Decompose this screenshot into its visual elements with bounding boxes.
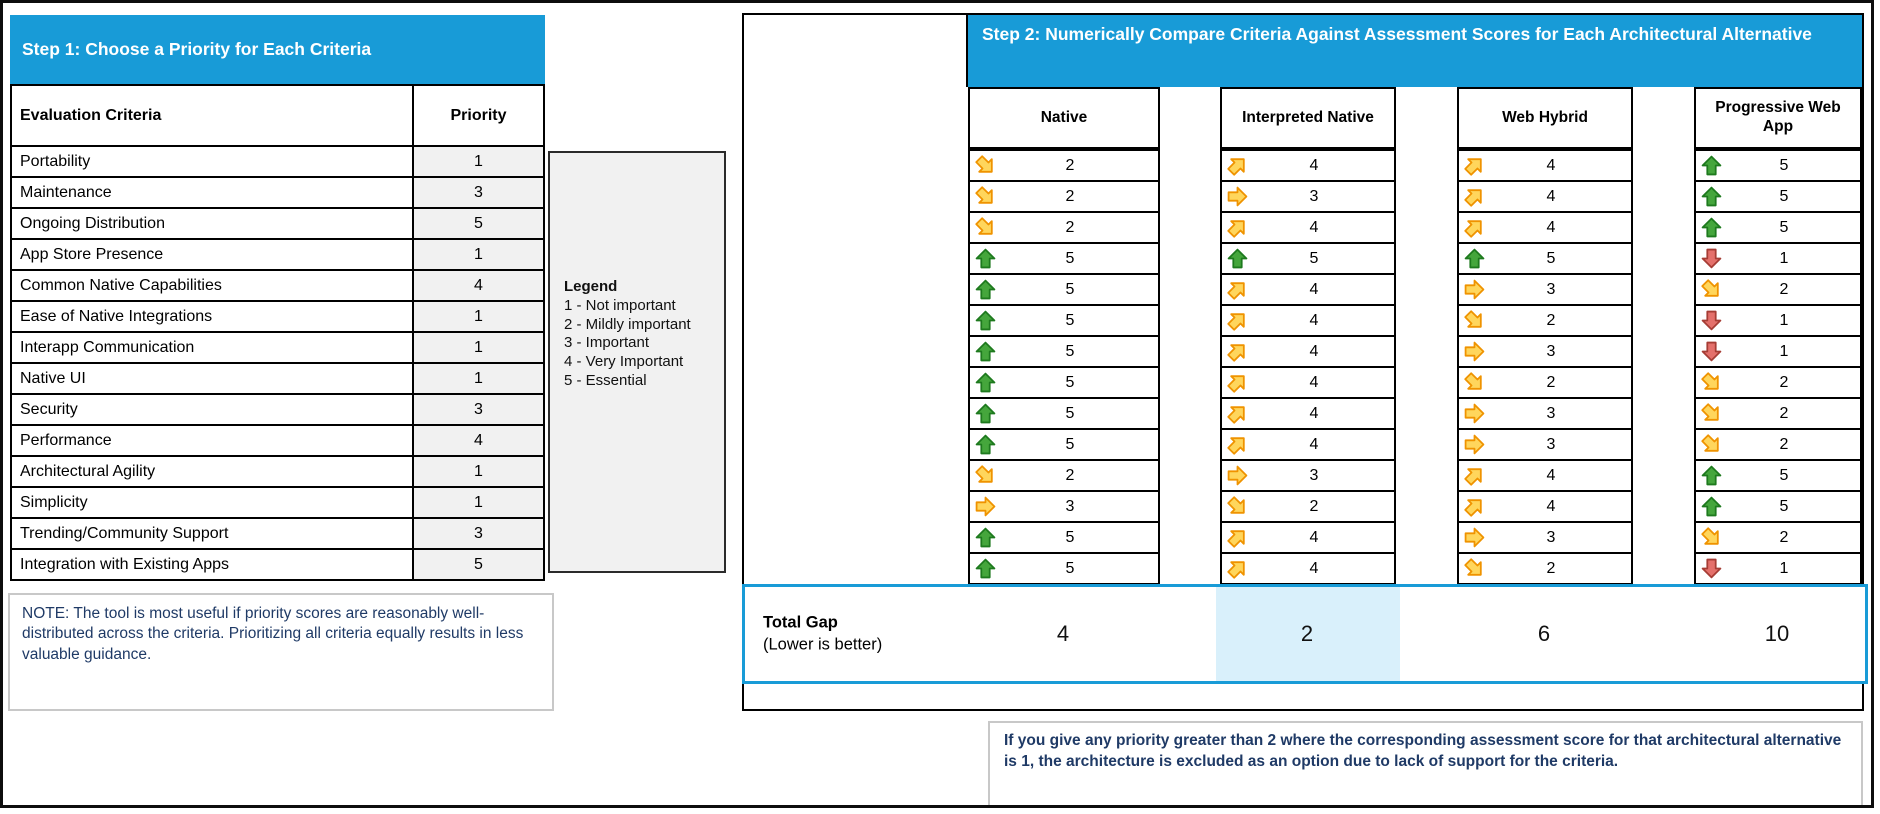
total-gap-title: Total Gap xyxy=(763,613,838,632)
legend-item: 2 - Mildly important xyxy=(564,315,691,333)
score-cell[interactable] xyxy=(1694,211,1862,244)
step1-rows xyxy=(10,145,545,581)
score-cell[interactable] xyxy=(1220,459,1396,492)
priority-column-header: Priority xyxy=(412,84,545,147)
step2-title-bar: Step 2: Numerically Compare Criteria Against Assessment Scores for Each Architectural Alternative xyxy=(966,15,1862,87)
criteria-cell: App Store Presence xyxy=(10,238,414,271)
criteria-cell: Security xyxy=(10,393,414,426)
up-right-arrow-icon xyxy=(1223,368,1253,398)
score-value: 5 xyxy=(1065,404,1075,422)
up-arrow-icon xyxy=(975,403,996,424)
up-arrow-icon xyxy=(975,310,996,331)
score-value: 4 xyxy=(1546,187,1556,205)
alternative-column-header: Web Hybrid xyxy=(1457,87,1633,149)
right-arrow-icon xyxy=(1464,434,1485,455)
up-right-arrow-icon xyxy=(1460,182,1490,212)
score-cell[interactable] xyxy=(1220,304,1396,337)
score-cell[interactable] xyxy=(1694,366,1862,399)
score-value: 4 xyxy=(1309,218,1319,236)
criteria-cell: Performance xyxy=(10,424,414,457)
down-right-arrow-icon xyxy=(1697,275,1727,305)
up-arrow-icon xyxy=(1701,217,1722,238)
score-cell[interactable] xyxy=(1457,242,1633,275)
up-right-arrow-icon xyxy=(1223,337,1253,367)
up-arrow-icon xyxy=(975,372,996,393)
score-value: 5 xyxy=(1065,435,1075,453)
score-cell[interactable] xyxy=(1694,490,1862,523)
score-value: 2 xyxy=(1065,466,1075,484)
down-right-arrow-icon xyxy=(971,151,1001,181)
score-cell[interactable] xyxy=(968,428,1160,461)
score-value: 2 xyxy=(1779,280,1789,298)
up-arrow-icon xyxy=(975,527,996,548)
score-cell[interactable] xyxy=(968,366,1160,399)
priority-cell[interactable]: 3 xyxy=(412,176,545,209)
down-arrow-icon xyxy=(1701,248,1722,269)
score-value: 3 xyxy=(1065,497,1075,515)
up-right-arrow-icon xyxy=(1223,430,1253,460)
priority-cell[interactable]: 1 xyxy=(412,300,545,333)
total-gap-label xyxy=(763,612,882,657)
score-value: 4 xyxy=(1309,311,1319,329)
score-cell[interactable] xyxy=(1457,366,1633,399)
score-cell[interactable] xyxy=(1457,459,1633,492)
score-cell[interactable] xyxy=(1694,149,1862,182)
legend-item: 1 - Not important xyxy=(564,296,676,314)
criteria-cell: Architectural Agility xyxy=(10,455,414,488)
score-value: 3 xyxy=(1546,280,1556,298)
up-right-arrow-icon xyxy=(1223,275,1253,305)
table-row xyxy=(10,517,545,550)
right-arrow-icon xyxy=(1464,341,1485,362)
up-arrow-icon xyxy=(1701,155,1722,176)
down-right-arrow-icon xyxy=(1223,492,1253,522)
up-arrow-icon xyxy=(975,558,996,579)
score-value: 5 xyxy=(1309,249,1319,267)
total-gap-value: 2 xyxy=(1300,621,1314,646)
up-arrow-icon xyxy=(975,279,996,300)
criteria-cell: Native UI xyxy=(10,362,414,395)
priority-cell[interactable]: 3 xyxy=(412,393,545,426)
score-cell[interactable] xyxy=(1694,273,1862,306)
up-arrow-icon xyxy=(975,248,996,269)
score-value: 2 xyxy=(1779,528,1789,546)
score-value: 1 xyxy=(1779,342,1789,360)
table-row xyxy=(10,238,545,271)
up-right-arrow-icon xyxy=(1223,523,1253,553)
total-gap-value: 6 xyxy=(1537,621,1551,646)
score-cell[interactable] xyxy=(1220,335,1396,368)
score-cell[interactable] xyxy=(968,242,1160,275)
score-value: 1 xyxy=(1779,249,1789,267)
score-value: 2 xyxy=(1779,373,1789,391)
score-value: 4 xyxy=(1309,435,1319,453)
up-arrow-icon xyxy=(1464,248,1485,269)
score-value: 5 xyxy=(1065,559,1075,577)
score-value: 3 xyxy=(1309,466,1319,484)
step1-title-bar: Step 1: Choose a Priority for Each Criteria xyxy=(10,15,545,84)
down-right-arrow-icon xyxy=(1697,368,1727,398)
down-right-arrow-icon xyxy=(1697,430,1727,460)
down-right-arrow-icon xyxy=(1460,368,1490,398)
priority-cell[interactable]: 1 xyxy=(412,145,545,178)
priority-cell[interactable]: 5 xyxy=(412,207,545,240)
score-value: 2 xyxy=(1065,156,1075,174)
score-value: 3 xyxy=(1546,528,1556,546)
score-cell[interactable] xyxy=(1220,366,1396,399)
down-right-arrow-icon xyxy=(971,182,1001,212)
score-value: 5 xyxy=(1065,373,1075,391)
score-value: 5 xyxy=(1779,187,1789,205)
total-gap-row xyxy=(742,584,1868,684)
score-cell[interactable] xyxy=(1457,180,1633,213)
score-cell[interactable] xyxy=(1220,490,1396,523)
table-row xyxy=(10,145,545,178)
down-right-arrow-icon xyxy=(1697,523,1727,553)
criteria-cell: Ongoing Distribution xyxy=(10,207,414,240)
down-arrow-icon xyxy=(1701,310,1722,331)
score-value: 4 xyxy=(1546,497,1556,515)
table-row xyxy=(10,331,545,364)
criteria-cell: Portability xyxy=(10,145,414,178)
score-cell[interactable] xyxy=(1220,521,1396,554)
legend-title: Legend xyxy=(564,278,618,295)
score-value: 4 xyxy=(1546,466,1556,484)
priority-cell[interactable]: 1 xyxy=(412,331,545,364)
score-value: 2 xyxy=(1779,404,1789,422)
legend-box xyxy=(548,151,726,573)
up-right-arrow-icon xyxy=(1223,306,1253,336)
score-cell[interactable] xyxy=(1220,211,1396,244)
score-value: 5 xyxy=(1065,342,1075,360)
up-right-arrow-icon xyxy=(1460,492,1490,522)
priority-cell[interactable]: 1 xyxy=(412,455,545,488)
priority-cell[interactable]: 4 xyxy=(412,424,545,457)
criteria-cell: Interapp Communication xyxy=(10,331,414,364)
down-right-arrow-icon xyxy=(1460,306,1490,336)
score-cell[interactable] xyxy=(1694,397,1862,430)
score-cell[interactable] xyxy=(968,304,1160,337)
legend-item: 4 - Very Important xyxy=(564,353,684,370)
down-right-arrow-icon xyxy=(971,461,1001,491)
table-row xyxy=(10,300,545,333)
priority-cell[interactable]: 1 xyxy=(412,486,545,519)
score-cell[interactable] xyxy=(1220,397,1396,430)
up-right-arrow-icon xyxy=(1223,213,1253,243)
score-cell[interactable] xyxy=(968,552,1160,585)
up-right-arrow-icon xyxy=(1460,461,1490,491)
score-cell[interactable] xyxy=(1220,242,1396,275)
score-value: 3 xyxy=(1546,342,1556,360)
table-row xyxy=(10,176,545,209)
score-cell[interactable] xyxy=(968,180,1160,213)
score-value: 2 xyxy=(1546,311,1556,329)
total-gap-value: 10 xyxy=(1764,621,1790,646)
score-cell[interactable] xyxy=(968,335,1160,368)
up-arrow-icon xyxy=(1701,496,1722,517)
priority-cell[interactable]: 1 xyxy=(412,362,545,395)
legend-item: 3 - Important xyxy=(564,334,650,352)
up-right-arrow-icon xyxy=(1460,213,1490,243)
score-value: 2 xyxy=(1546,373,1556,391)
total-gap-subtitle: (Lower is better) xyxy=(763,636,883,654)
criteria-cell: Trending/Community Support xyxy=(10,517,414,550)
table-row xyxy=(10,486,545,519)
score-value: 5 xyxy=(1065,528,1075,546)
score-cell[interactable] xyxy=(968,459,1160,492)
score-value: 5 xyxy=(1779,156,1789,174)
up-right-arrow-icon xyxy=(1460,151,1490,181)
priority-cell[interactable]: 5 xyxy=(412,548,545,581)
score-cell[interactable] xyxy=(1457,273,1633,306)
table-row xyxy=(10,424,545,457)
score-cell[interactable] xyxy=(1694,335,1862,368)
score-value: 4 xyxy=(1309,404,1319,422)
score-value: 4 xyxy=(1309,280,1319,298)
step1-header-row xyxy=(10,84,545,147)
score-value: 4 xyxy=(1309,528,1319,546)
score-cell[interactable] xyxy=(1220,552,1396,585)
criteria-cell: Ease of Native Integrations xyxy=(10,300,414,333)
score-cell[interactable] xyxy=(1457,397,1633,430)
score-cell[interactable] xyxy=(1220,149,1396,182)
up-arrow-icon xyxy=(1701,465,1722,486)
score-cell[interactable] xyxy=(1457,490,1633,523)
score-value: 5 xyxy=(1065,311,1075,329)
score-value: 1 xyxy=(1779,559,1789,577)
score-value: 4 xyxy=(1309,342,1319,360)
score-cell[interactable] xyxy=(1694,180,1862,213)
score-cell[interactable] xyxy=(1694,459,1862,492)
score-cell[interactable] xyxy=(968,149,1160,182)
alternative-column-header: Progressive Web App xyxy=(1694,87,1862,149)
total-gap-value: 4 xyxy=(1056,621,1070,646)
score-value: 4 xyxy=(1309,373,1319,391)
table-row xyxy=(10,269,545,302)
table-row xyxy=(10,548,545,581)
score-value: 3 xyxy=(1546,435,1556,453)
exclusion-rule-note-box: If you give any priority greater than 2 where the corresponding assessment score for that architectural alternative is 1, the architecture is excluded as an option due to lack of support for the criteria. xyxy=(988,721,1863,807)
score-value: 5 xyxy=(1065,249,1075,267)
alternative-column-header: Native xyxy=(968,87,1160,149)
score-cell[interactable] xyxy=(1694,552,1862,585)
priority-note-box: NOTE: The tool is most useful if priority scores are reasonably well-distributed across the criteria. Prioritizing all criteria equally results in less valuable guidance. xyxy=(8,593,554,711)
score-value: 2 xyxy=(1309,497,1319,515)
score-value: 2 xyxy=(1065,187,1075,205)
score-value: 5 xyxy=(1065,280,1075,298)
criteria-cell: Common Native Capabilities xyxy=(10,269,414,302)
score-cell[interactable] xyxy=(1457,335,1633,368)
down-arrow-icon xyxy=(1701,558,1722,579)
alternative-column-header: Interpreted Native xyxy=(1220,87,1396,149)
score-cell[interactable] xyxy=(1220,428,1396,461)
score-cell[interactable] xyxy=(968,397,1160,430)
priority-cell[interactable]: 1 xyxy=(412,238,545,271)
score-value: 2 xyxy=(1065,218,1075,236)
up-right-arrow-icon xyxy=(1223,151,1253,181)
right-arrow-icon xyxy=(1464,403,1485,424)
criteria-column-header: Evaluation Criteria xyxy=(10,84,414,147)
priority-cell[interactable]: 4 xyxy=(412,269,545,302)
score-value: 2 xyxy=(1546,559,1556,577)
score-cell[interactable] xyxy=(1694,304,1862,337)
score-cell[interactable] xyxy=(968,521,1160,554)
score-value: 5 xyxy=(1546,249,1556,267)
criteria-cell: Simplicity xyxy=(10,486,414,519)
down-right-arrow-icon xyxy=(1697,399,1727,429)
score-cell[interactable] xyxy=(1220,273,1396,306)
score-value: 5 xyxy=(1779,218,1789,236)
down-right-arrow-icon xyxy=(1460,554,1490,584)
right-arrow-icon xyxy=(975,496,996,517)
table-row xyxy=(10,393,545,426)
score-cell[interactable] xyxy=(1457,552,1633,585)
score-value: 3 xyxy=(1309,187,1319,205)
right-arrow-icon xyxy=(1227,465,1248,486)
score-value: 4 xyxy=(1546,156,1556,174)
score-cell[interactable] xyxy=(1457,211,1633,244)
legend-item: 5 - Essential xyxy=(564,371,647,389)
score-cell[interactable] xyxy=(1457,304,1633,337)
step1-table xyxy=(10,15,545,581)
down-right-arrow-icon xyxy=(971,213,1001,243)
score-cell[interactable] xyxy=(1694,242,1862,275)
score-cell[interactable] xyxy=(968,490,1160,523)
legend-items xyxy=(564,297,712,391)
score-value: 2 xyxy=(1779,435,1789,453)
table-row xyxy=(10,455,545,488)
score-value: 1 xyxy=(1779,311,1789,329)
score-value: 4 xyxy=(1546,218,1556,236)
table-row xyxy=(10,362,545,395)
priority-cell[interactable]: 3 xyxy=(412,517,545,550)
criteria-cell: Integration with Existing Apps xyxy=(10,548,414,581)
right-arrow-icon xyxy=(1464,279,1485,300)
right-arrow-icon xyxy=(1227,186,1248,207)
score-cell[interactable] xyxy=(1457,149,1633,182)
score-cell[interactable] xyxy=(1694,428,1862,461)
score-cell[interactable] xyxy=(1694,521,1862,554)
score-cell[interactable] xyxy=(968,211,1160,244)
up-arrow-icon xyxy=(1227,248,1248,269)
score-value: 5 xyxy=(1779,497,1789,515)
down-arrow-icon xyxy=(1701,341,1722,362)
criteria-cell: Maintenance xyxy=(10,176,414,209)
score-cell[interactable] xyxy=(1457,428,1633,461)
score-value: 4 xyxy=(1309,559,1319,577)
right-arrow-icon xyxy=(1464,527,1485,548)
score-cell[interactable] xyxy=(1457,521,1633,554)
up-arrow-icon xyxy=(975,434,996,455)
table-row xyxy=(10,207,545,240)
up-right-arrow-icon xyxy=(1223,399,1253,429)
score-value: 5 xyxy=(1779,466,1789,484)
up-arrow-icon xyxy=(1701,186,1722,207)
up-right-arrow-icon xyxy=(1223,554,1253,584)
score-value: 3 xyxy=(1546,404,1556,422)
step2-table xyxy=(742,13,1864,711)
up-arrow-icon xyxy=(975,341,996,362)
score-cell[interactable] xyxy=(968,273,1160,306)
score-value: 4 xyxy=(1309,156,1319,174)
score-cell[interactable] xyxy=(1220,180,1396,213)
